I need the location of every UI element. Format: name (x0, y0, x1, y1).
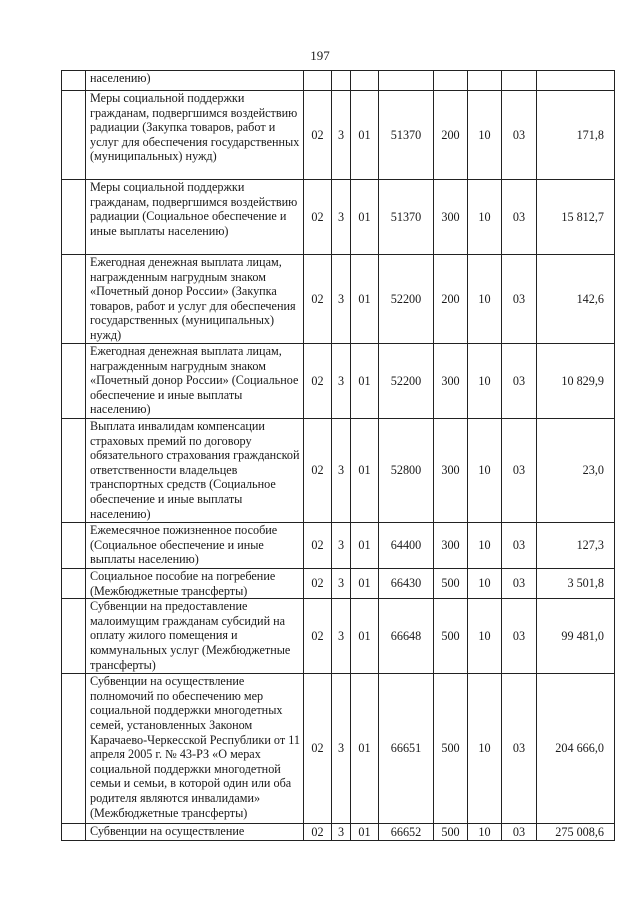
code-cell: 66430 (379, 569, 434, 599)
row-name: Ежегодная денежная выплата лицам, награжденным нагрудным знаком «Почетный донор России» (Закупка товаров, работ и услуг для обеспечения государственных (муниципальных) нужд) (86, 255, 304, 344)
code-cell: 3 (332, 824, 351, 841)
code-cell: 01 (351, 674, 379, 824)
stub-cell (62, 674, 86, 824)
amount-cell: 99 481,0 (537, 599, 615, 674)
code-cell: 01 (351, 180, 379, 255)
stub-cell (62, 569, 86, 599)
row-name: Выплата инвалидам компенсации страховых премий по договору обязательного страхования гражданской ответственности владельцев транспортных средств (Социальное обеспечение и иные выплаты населению) (86, 419, 304, 523)
table-row (62, 180, 615, 255)
code-cell: 3 (332, 91, 351, 180)
section-cell: 10 (468, 569, 502, 599)
amount-cell: 142,6 (537, 255, 615, 344)
table-row (62, 255, 615, 344)
table-row (62, 599, 615, 674)
code-cell: 02 (304, 599, 332, 674)
amount-cell: 15 812,7 (537, 180, 615, 255)
subsection-cell: 03 (502, 419, 537, 523)
code-cell: 500 (434, 824, 468, 841)
row-name: Меры социальной поддержки гражданам, подвергшимся воздействию радиации (Закупка товаров, работ и услуг для обеспечения государственных (муниципальных) нужд) (86, 91, 304, 180)
code-cell: 3 (332, 569, 351, 599)
code-cell: 300 (434, 523, 468, 569)
table-row (62, 569, 615, 599)
subsection-cell: 03 (502, 91, 537, 180)
amount-cell: 3 501,8 (537, 569, 615, 599)
code-cell: 01 (351, 419, 379, 523)
subsection-cell: 03 (502, 344, 537, 419)
code-cell: 01 (351, 599, 379, 674)
stub-cell (62, 419, 86, 523)
stub-cell (62, 344, 86, 419)
code-cell: 66652 (379, 824, 434, 841)
subsection-cell: 03 (502, 255, 537, 344)
section-cell: 10 (468, 91, 502, 180)
code-cell: 02 (304, 419, 332, 523)
code-cell: 02 (304, 674, 332, 824)
amount-cell: 127,3 (537, 523, 615, 569)
code-cell: 01 (351, 344, 379, 419)
table-row (62, 419, 615, 523)
row-name: Субвенции на осуществление (86, 824, 304, 841)
code-cell: 01 (351, 91, 379, 180)
code-cell: 3 (332, 344, 351, 419)
code-cell: 02 (304, 569, 332, 599)
code-cell: 02 (304, 180, 332, 255)
code-cell: 52200 (379, 255, 434, 344)
amount-cell: 10 829,9 (537, 344, 615, 419)
row-name: Ежегодная денежная выплата лицам, награжденным нагрудным знаком «Почетный донор России» (Социальное обеспечение и иные выплаты населению) (86, 344, 304, 419)
row-name: населению) (86, 71, 304, 91)
stub-cell (62, 71, 86, 91)
amount-cell: 275 008,6 (537, 824, 615, 841)
section-cell: 10 (468, 344, 502, 419)
section-cell: 10 (468, 523, 502, 569)
stub-cell (62, 824, 86, 841)
section-cell: 10 (468, 255, 502, 344)
code-cell: 02 (304, 523, 332, 569)
table-row (62, 674, 615, 824)
code-cell: 66648 (379, 599, 434, 674)
subsection-cell: 03 (502, 569, 537, 599)
subsection-cell: 03 (502, 599, 537, 674)
code-cell: 3 (332, 523, 351, 569)
code-cell: 300 (434, 419, 468, 523)
code-cell: 01 (351, 569, 379, 599)
code-cell: 500 (434, 599, 468, 674)
code-cell: 200 (434, 255, 468, 344)
code-cell: 500 (434, 674, 468, 824)
table-row (62, 91, 615, 180)
table-row (62, 71, 615, 91)
row-name: Социальное пособие на погребение (Межбюджетные трансферты) (86, 569, 304, 599)
code-cell: 300 (434, 344, 468, 419)
row-name: Субвенции на осуществление полномочий по обеспечению мер социальной поддержки многодетных семей, установленных Законом Карачаево-Черкесской Республики от 11 апреля 2005 г. № 43-РЗ «О мерах социальной поддержки многодетной семьи и семьи, в которой один или оба родителя являются инвалидами» (Межбюджетные трансферты) (86, 674, 304, 824)
amount-cell: 23,0 (537, 419, 615, 523)
table-row (62, 824, 615, 841)
code-cell: 66651 (379, 674, 434, 824)
section-cell: 10 (468, 180, 502, 255)
section-cell: 10 (468, 674, 502, 824)
stub-cell (62, 180, 86, 255)
table-body (62, 71, 615, 841)
budget-table (61, 70, 615, 841)
code-cell: 01 (351, 255, 379, 344)
row-name: Меры социальной поддержки гражданам, подвергшимся воздействию радиации (Социальное обеспечение и иные выплаты населению) (86, 180, 304, 255)
code-cell: 02 (304, 255, 332, 344)
code-cell: 02 (304, 344, 332, 419)
code-cell: 01 (351, 523, 379, 569)
code-cell: 3 (332, 180, 351, 255)
code-cell: 52200 (379, 344, 434, 419)
subsection-cell: 03 (502, 523, 537, 569)
subsection-cell: 03 (502, 824, 537, 841)
table-row (62, 523, 615, 569)
row-name: Ежемесячное пожизненное пособие (Социальное обеспечение и иные выплаты населению) (86, 523, 304, 569)
code-cell: 500 (434, 569, 468, 599)
code-cell: 51370 (379, 180, 434, 255)
code-cell: 3 (332, 419, 351, 523)
stub-cell (62, 255, 86, 344)
code-cell: 3 (332, 599, 351, 674)
section-cell: 10 (468, 824, 502, 841)
stub-cell (62, 91, 86, 180)
code-cell: 300 (434, 180, 468, 255)
code-cell: 3 (332, 255, 351, 344)
code-cell: 52800 (379, 419, 434, 523)
amount-cell: 171,8 (537, 91, 615, 180)
code-cell: 200 (434, 91, 468, 180)
subsection-cell: 03 (502, 180, 537, 255)
code-cell: 51370 (379, 91, 434, 180)
code-cell: 01 (351, 824, 379, 841)
amount-cell: 204 666,0 (537, 674, 615, 824)
code-cell: 02 (304, 91, 332, 180)
section-cell: 10 (468, 599, 502, 674)
page-number: 197 (310, 48, 330, 63)
subsection-cell: 03 (502, 674, 537, 824)
table-row (62, 344, 615, 419)
stub-cell (62, 599, 86, 674)
code-cell: 64400 (379, 523, 434, 569)
code-cell: 02 (304, 824, 332, 841)
code-cell: 3 (332, 674, 351, 824)
section-cell: 10 (468, 419, 502, 523)
stub-cell (62, 523, 86, 569)
row-name: Субвенции на предоставление малоимущим гражданам субсидий на оплату жилого помещения и коммунальных услуг (Межбюджетные трансферты) (86, 599, 304, 674)
